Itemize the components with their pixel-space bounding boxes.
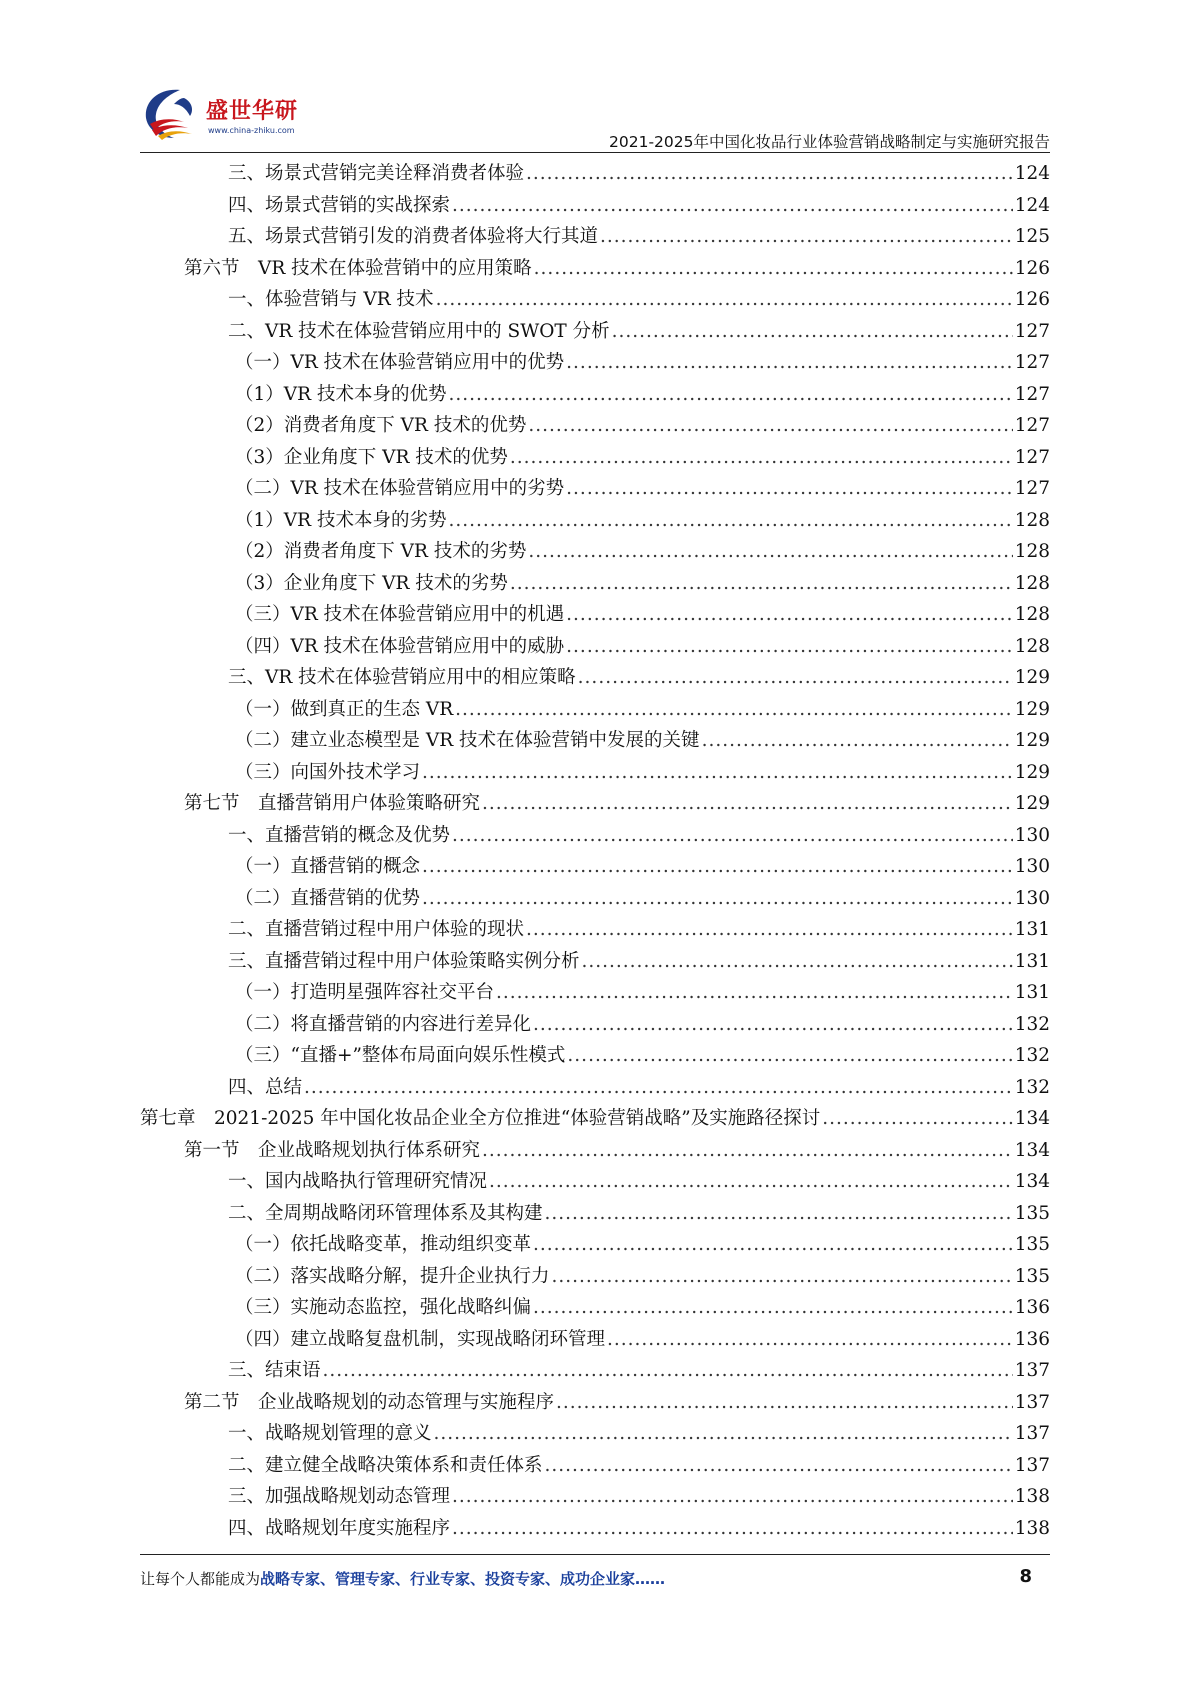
toc-entry-title: （四）建立战略复盘机制，实现战略闭环管理 — [235, 1328, 606, 1350]
slogan-emphasis: 战略专家、管理专家、行业专家、投资专家、成功企业家…… — [260, 1570, 666, 1588]
toc-entry-page: 126 — [1014, 289, 1050, 310]
toc-entry-title: 第二节 企业战略规划的动态管理与实施程序 — [184, 1391, 555, 1413]
toc-entry[interactable] — [140, 599, 1050, 631]
toc-entry-page: 131 — [1014, 950, 1050, 972]
toc-entry-page: 131 — [1014, 982, 1050, 1003]
toc-entry[interactable] — [140, 1418, 1050, 1450]
toc-entry-page: 137 — [1014, 1423, 1050, 1444]
toc-leader-dots — [452, 1481, 1013, 1513]
toc-entry-title: 五、场景式营销引发的消费者体验将大行其道 — [228, 226, 599, 247]
toc-entry[interactable] — [140, 1040, 1050, 1072]
toc-entry[interactable] — [140, 914, 1050, 946]
toc-entry-page: 129 — [1014, 793, 1050, 814]
toc-leader-dots — [496, 977, 1013, 1009]
toc-entry-title: 第七节 直播营销用户体验策略研究 — [184, 793, 481, 814]
toc-entry[interactable] — [140, 694, 1050, 726]
toc-entry-title: （四）VR 技术在体验营销应用中的威胁 — [235, 635, 565, 657]
toc-entry[interactable] — [140, 1355, 1050, 1387]
toc-entry-page: 128 — [1014, 604, 1050, 625]
toc-entry-page: 135 — [1014, 1265, 1050, 1287]
toc-entry[interactable] — [140, 1166, 1050, 1198]
toc-entry[interactable] — [140, 1387, 1050, 1419]
toc-leader-dots — [452, 820, 1013, 852]
toc-entry-page: 138 — [1014, 1517, 1050, 1539]
toc-entry[interactable] — [140, 473, 1050, 505]
toc-entry[interactable] — [140, 1198, 1050, 1230]
toc-entry-title: 三、加强战略规划动态管理 — [228, 1486, 451, 1507]
toc-leader-dots — [452, 190, 1013, 222]
toc-leader-dots — [566, 599, 1013, 631]
toc-entry[interactable] — [140, 631, 1050, 663]
toc-entry-title: （二）直播营销的优势 — [235, 887, 421, 909]
toc-entry-title: 四、场景式营销的实战探索 — [228, 194, 451, 216]
toc-entry[interactable] — [140, 883, 1050, 915]
toc-entry-page: 127 — [1014, 383, 1050, 405]
toc-entry-page: 128 — [1014, 572, 1050, 594]
toc-entry[interactable] — [140, 820, 1050, 852]
header-divider — [140, 152, 1050, 153]
logo-text: 盛世华研 — [206, 99, 299, 124]
toc-entry[interactable] — [140, 316, 1050, 348]
toc-entry-page: 137 — [1014, 1360, 1050, 1381]
toc-entry[interactable] — [140, 1261, 1050, 1293]
toc-entry-title: （二）落实战略分解，提升企业执行力 — [235, 1265, 550, 1287]
toc-entry[interactable] — [140, 568, 1050, 600]
toc-leader-dots — [510, 568, 1013, 600]
toc-entry-title: 一、国内战略执行管理研究情况 — [228, 1171, 488, 1192]
toc-entry[interactable] — [140, 662, 1050, 694]
toc-leader-dots — [534, 253, 1013, 285]
toc-leader-dots — [452, 1513, 1013, 1545]
toc-entry-title: 三、VR 技术在体验营销应用中的相应策略 — [228, 667, 576, 688]
toc-entry-title: 四、战略规划年度实施程序 — [228, 1517, 451, 1539]
toc-leader-dots — [422, 883, 1013, 915]
toc-entry-title: （三）“直播+”整体布局面向娱乐性模式 — [235, 1045, 566, 1066]
toc-leader-dots — [607, 1324, 1013, 1356]
slogan-prefix: 让每个人都能成为 — [140, 1570, 261, 1588]
toc-entry-title: 三、场景式营销完美诠释消费者体验 — [228, 163, 525, 184]
toc-entry-title: 一、直播营销的概念及优势 — [228, 824, 451, 846]
toc-entry[interactable] — [140, 725, 1050, 757]
toc-entry-title: （一）做到真正的生态 VR — [235, 698, 454, 720]
toc-leader-dots — [533, 1229, 1013, 1261]
toc-entry[interactable] — [140, 221, 1050, 253]
toc-entry-page: 124 — [1014, 194, 1050, 216]
toc-leader-dots — [455, 694, 1013, 726]
toc-leader-dots — [528, 536, 1012, 568]
logo-url: www.china-zhiku.com — [208, 126, 295, 135]
toc-entry[interactable] — [140, 442, 1050, 474]
toc-entry-title: （三）VR 技术在体验营销应用中的机遇 — [235, 604, 565, 625]
toc-entry-title: （三）向国外技术学习 — [235, 761, 421, 783]
toc-leader-dots — [552, 1261, 1013, 1293]
toc-entry[interactable] — [140, 1135, 1050, 1167]
toc-entry-page: 124 — [1014, 163, 1050, 184]
toc-entry[interactable] — [140, 1450, 1050, 1482]
toc-entry[interactable] — [140, 158, 1050, 190]
toc-entry[interactable] — [140, 1072, 1050, 1104]
toc-entry-title: 二、全周期战略闭环管理体系及其构建 — [228, 1202, 543, 1224]
toc-entry-title: 第六节 VR 技术在体验营销中的应用策略 — [184, 257, 532, 279]
toc-entry-page: 127 — [1014, 478, 1050, 499]
toc-leader-dots — [448, 505, 1012, 537]
toc-entry-page: 132 — [1014, 1076, 1050, 1098]
toc-entry[interactable] — [140, 1481, 1050, 1513]
toc-entry[interactable] — [140, 946, 1050, 978]
toc-entry[interactable] — [140, 505, 1050, 537]
toc-entry[interactable] — [140, 757, 1050, 789]
toc-entry-page: 128 — [1014, 541, 1050, 562]
toc-entry-title: （二）建立业态模型是 VR 技术在体验营销中发展的关键 — [235, 730, 700, 751]
toc-leader-dots — [304, 1072, 1013, 1104]
toc-entry-page: 127 — [1014, 415, 1050, 436]
toc-entry-page: 137 — [1014, 1391, 1050, 1413]
toc-entry[interactable] — [140, 347, 1050, 379]
toc-leader-dots — [526, 158, 1013, 190]
toc-entry-title: 第七章 2021-2025 年中国化妆品企业全方位推进“体验营销战略”及实施路径探讨 — [140, 1108, 821, 1129]
toc-leader-dots — [822, 1103, 1012, 1135]
toc-entry[interactable] — [140, 410, 1050, 442]
toc-entry-page: 129 — [1014, 761, 1050, 783]
toc-entry-title: 三、结束语 — [228, 1360, 321, 1381]
footer-divider — [140, 1554, 1050, 1555]
toc-entry-page: 134 — [1014, 1108, 1050, 1129]
toc-leader-dots — [600, 221, 1013, 253]
toc-entry-page: 130 — [1014, 887, 1050, 909]
toc-entry-title: （3）企业角度下 VR 技术的劣势 — [235, 572, 508, 594]
toc-leader-dots — [489, 1166, 1013, 1198]
toc-entry-title: 二、直播营销过程中用户体验的现状 — [228, 919, 525, 940]
toc-leader-dots — [528, 410, 1012, 442]
toc-entry[interactable] — [140, 977, 1050, 1009]
toc-entry-page: 128 — [1014, 635, 1050, 657]
toc-entry-page: 136 — [1014, 1297, 1050, 1318]
toc-entry-title: （3）企业角度下 VR 技术的优势 — [235, 446, 508, 468]
toc-leader-dots — [448, 379, 1012, 411]
toc-entry[interactable] — [140, 1009, 1050, 1041]
toc-entry-page: 136 — [1014, 1328, 1050, 1350]
toc-entry[interactable] — [140, 1513, 1050, 1545]
toc-entry-page: 129 — [1014, 667, 1050, 688]
toc-leader-dots — [582, 946, 1013, 978]
toc-leader-dots — [323, 1355, 1013, 1387]
toc-entry-page: 132 — [1014, 1045, 1050, 1066]
toc-leader-dots — [556, 1387, 1013, 1419]
toc-leader-dots — [566, 347, 1013, 379]
toc-entry-page: 134 — [1014, 1139, 1050, 1161]
toc-entry-title: （三）实施动态监控，强化战略纠偏 — [235, 1297, 532, 1318]
toc-entry[interactable] — [140, 190, 1050, 222]
toc-leader-dots — [702, 725, 1013, 757]
logo-emblem-icon — [140, 84, 206, 144]
page-footer — [140, 1568, 1050, 1592]
toc-entry[interactable] — [140, 379, 1050, 411]
toc-entry[interactable] — [140, 253, 1050, 285]
toc-entry[interactable] — [140, 1103, 1050, 1135]
toc-entry-page: 129 — [1014, 730, 1050, 751]
page-header — [140, 80, 1050, 152]
toc-leader-dots — [545, 1198, 1013, 1230]
toc-leader-dots — [434, 1418, 1013, 1450]
toc-entry-page: 131 — [1014, 919, 1050, 940]
toc-entry-title: （1）VR 技术本身的劣势 — [235, 509, 447, 531]
toc-leader-dots — [422, 851, 1013, 883]
toc-entry-page: 128 — [1014, 509, 1050, 531]
toc-entry[interactable] — [140, 1324, 1050, 1356]
toc-leader-dots — [578, 662, 1013, 694]
toc-leader-dots — [482, 1135, 1013, 1167]
toc-leader-dots — [566, 473, 1013, 505]
toc-entry[interactable] — [140, 1229, 1050, 1261]
toc-leader-dots — [526, 914, 1013, 946]
toc-entry-page: 127 — [1014, 320, 1050, 342]
toc-leader-dots — [545, 1450, 1013, 1482]
footer-slogan — [140, 1568, 665, 1589]
toc-entry-title: （一）打造明星强阵容社交平台 — [235, 982, 495, 1003]
toc-entry-title: 一、体验营销与 VR 技术 — [228, 289, 434, 310]
toc-entry-page: 125 — [1014, 226, 1050, 247]
toc-leader-dots — [482, 788, 1013, 820]
toc-entry[interactable] — [140, 284, 1050, 316]
toc-entry-title: （1）VR 技术本身的优势 — [235, 383, 447, 405]
toc-entry-page: 129 — [1014, 698, 1050, 720]
toc-entry[interactable] — [140, 536, 1050, 568]
toc-leader-dots — [566, 631, 1013, 663]
toc-entry-page: 138 — [1014, 1486, 1050, 1507]
toc-entry-page: 130 — [1014, 824, 1050, 846]
toc-leader-dots — [533, 1009, 1013, 1041]
toc-entry-page: 137 — [1014, 1454, 1050, 1476]
toc-entry-title: 二、VR 技术在体验营销应用中的 SWOT 分析 — [228, 320, 610, 342]
toc-entry-title: （2）消费者角度下 VR 技术的优势 — [235, 415, 527, 436]
toc-entry-title: 第一节 企业战略规划执行体系研究 — [184, 1139, 481, 1161]
toc-entry-title: （一）VR 技术在体验营销应用中的优势 — [235, 352, 565, 373]
toc-entry-page: 135 — [1014, 1234, 1050, 1255]
toc-entry-title: （二）将直播营销的内容进行差异化 — [235, 1013, 532, 1035]
toc-leader-dots — [436, 284, 1013, 316]
toc-entry-page: 132 — [1014, 1013, 1050, 1035]
toc-entry-title: （一）直播营销的概念 — [235, 856, 421, 877]
company-logo — [140, 80, 320, 152]
toc-entry-title: 四、总结 — [228, 1076, 303, 1098]
page-number: 8 — [1019, 1566, 1032, 1587]
toc-entry-title: 一、战略规划管理的意义 — [228, 1423, 432, 1444]
toc-leader-dots — [612, 316, 1013, 348]
toc-entry[interactable] — [140, 851, 1050, 883]
toc-entry-page: 134 — [1014, 1171, 1050, 1192]
toc-entry[interactable] — [140, 1292, 1050, 1324]
toc-entry-title: 三、直播营销过程中用户体验策略实例分析 — [228, 950, 580, 972]
toc-entry[interactable] — [140, 788, 1050, 820]
table-of-contents — [140, 158, 1050, 1544]
toc-entry-title: 二、建立健全战略决策体系和责任体系 — [228, 1454, 543, 1476]
toc-entry-page: 127 — [1014, 446, 1050, 468]
toc-entry-page: 127 — [1014, 352, 1050, 373]
toc-entry-title: （2）消费者角度下 VR 技术的劣势 — [235, 541, 527, 562]
report-title: 2021-2025年中国化妆品行业体验营销战略制定与实施研究报告 — [609, 133, 1050, 151]
toc-entry-page: 135 — [1014, 1202, 1050, 1224]
toc-leader-dots — [422, 757, 1013, 789]
toc-leader-dots — [567, 1040, 1012, 1072]
toc-entry-title: （二）VR 技术在体验营销应用中的劣势 — [235, 478, 565, 499]
toc-entry-page: 130 — [1014, 856, 1050, 877]
toc-leader-dots — [533, 1292, 1013, 1324]
toc-entry-title: （一）依托战略变革，推动组织变革 — [235, 1234, 532, 1255]
toc-leader-dots — [510, 442, 1013, 474]
toc-entry-page: 126 — [1014, 257, 1050, 279]
